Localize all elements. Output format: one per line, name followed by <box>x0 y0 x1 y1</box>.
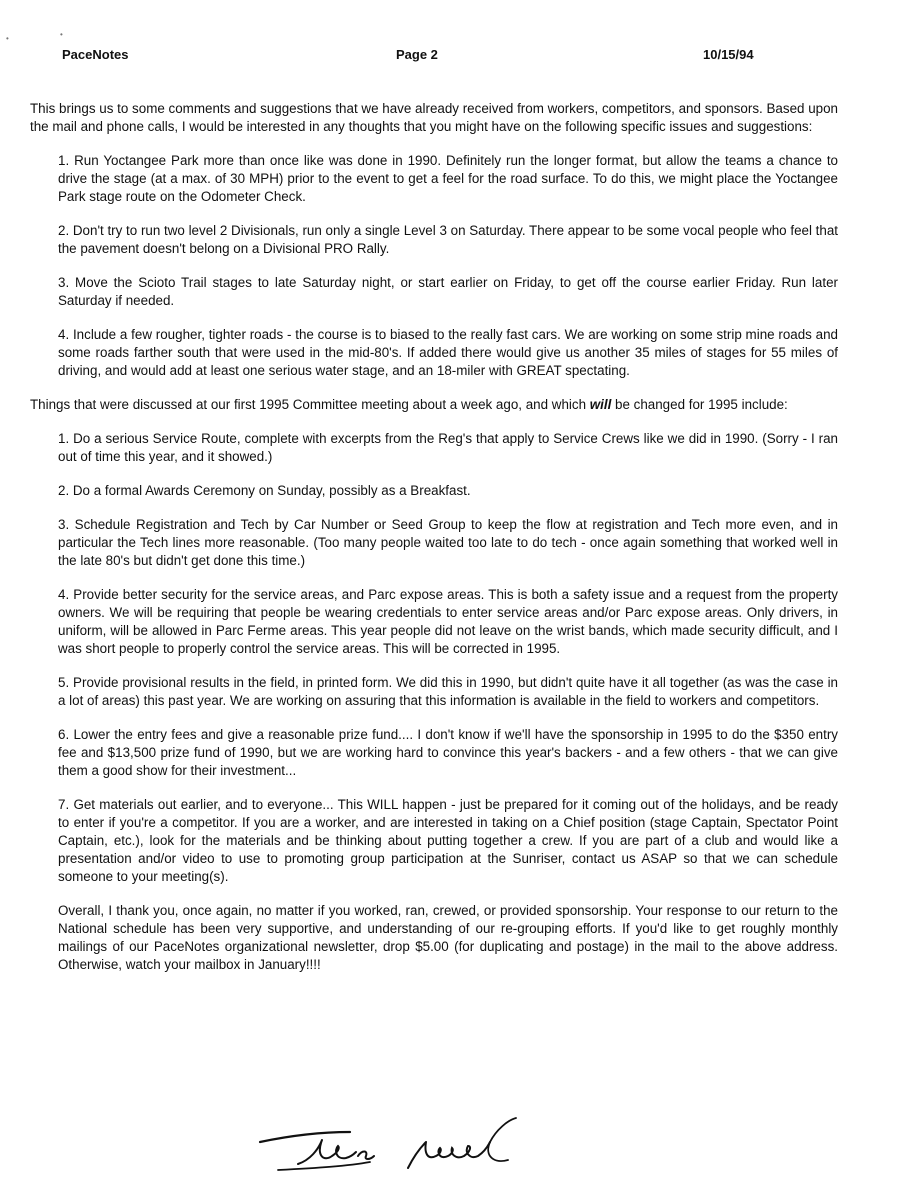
suggestion-item: 1. Run Yoctangee Park more than once like was done in 1990. Definitely run the longer format, but allow the teams a chance to drive the stage (at a max. of 30 MPH) prior to the event to get a feel for the road surface. To do this, we might place the Yoctangee Park stage route on the Odometer Check. <box>58 153 838 204</box>
suggestion-item: 3. Move the Scioto Trail stages to late Saturday night, or start earlier on Friday, to get off the course earlier Friday. Run later Saturday if needed. <box>58 275 838 308</box>
scan-speck: • <box>6 34 9 43</box>
intro-paragraph: This brings us to some comments and suggestions that we have already received from workers, competitors, and sponsors. Based upon the mail and phone calls, I would be interested in any thoughts that you might have on the following specific issues and suggestions: <box>30 101 838 134</box>
scan-speck: • <box>60 30 63 39</box>
committee-intro-paragraph <box>30 396 838 414</box>
change-item: 5. Provide provisional results in the field, in printed form. We did this in 1990, but didn't quite have it all together (as was the case in a lot of areas) this past year. We are working on assuring that this information is available in the field to workers and competitors. <box>58 675 838 708</box>
page-header <box>0 46 900 68</box>
change-item: 2. Do a formal Awards Ceremony on Sunday, possibly as a Breakfast. <box>58 483 471 498</box>
suggestion-item: 4. Include a few rougher, tighter roads - the course is to biased to the really fast cars. We are working on some strip mine roads and some roads farther south that were used in the mid-80's. If added there would give us another 35 miles of stages for 55 miles of driving, and would add at least one serious water stage, and an 18-miler with GREAT spectating. <box>58 327 838 378</box>
handwritten-signature <box>258 1116 558 1186</box>
header-page-number: Page 2 <box>396 47 438 62</box>
committee-intro-emphasis: will <box>589 397 612 412</box>
change-item: 1. Do a serious Service Route, complete with excerpts from the Reg's that apply to Service Crews like we did in 1990. (Sorry - I ran out of time this year, and it showed.) <box>58 431 838 464</box>
change-item: 3. Schedule Registration and Tech by Car Number or Seed Group to keep the flow at registration and Tech more even, and in particular the Tech lines more reasonable. (Too many people waited too late to do tech - once again something that worked well in the late 80's but didn't get done this time.) <box>58 517 838 568</box>
letter-body <box>30 100 838 974</box>
header-date: 10/15/94 <box>703 47 754 62</box>
change-item: 4. Provide better security for the service areas, and Parc expose areas. This is both a safety issue and a request from the property owners. We will be requiring that people be wearing credentials to enter service areas and/or Parc expose areas. Only drivers, in uniform, will be allowed in Parc Ferme areas. This year people did not leave on the wrist bands, which made security difficult, and I was short people to properly control the service areas. This will be corrected in 1995. <box>58 587 838 656</box>
suggestion-item: 2. Don't try to run two level 2 Divisionals, run only a single Level 3 on Saturday. There appear to be some vocal people who feel that the pavement doesn't belong on a Divisional PRO Rally. <box>58 223 838 256</box>
change-item: 7. Get materials out earlier, and to everyone... This WILL happen - just be prepared for it coming out of the holidays, and be ready to enter if you're a competitor. If you are a worker, and are interested in taking on a Chief position (stage Captain, Spectator Point Captain, etc.), look for the materials and be thinking about putting together a crew. If you are part of a club and would like a presentation and/or video to use to promoting group participation at the Sunriser, contact us ASAP so that we can schedule someone to your meeting(s). <box>58 797 838 884</box>
committee-intro-text: Things that were discussed at our first 1995 Committee meeting about a week ago, and which <box>30 397 590 412</box>
committee-intro-text: be changed for 1995 include: <box>611 397 788 412</box>
closing-paragraph: Overall, I thank you, once again, no matter if you worked, ran, crewed, or provided sponsorship. Your response to our return to the National schedule has been very supportive, and understanding of our re-grouping efforts. If you'd like to get roughly monthly mailings of our PaceNotes organizational newsletter, drop $5.00 (for duplicating and postage) in the mail to the above address. Otherwise, watch your mailbox in January!!!! <box>58 903 838 972</box>
header-newsletter-name: PaceNotes <box>62 47 129 62</box>
change-item: 6. Lower the entry fees and give a reasonable prize fund.... I don't know if we'll have the sponsorship in 1995 to do the $350 entry fee and $13,500 prize fund of 1990, but we are working hard to convince this year's backers - and a few others - that we can give them a good show for their investment... <box>58 727 838 778</box>
